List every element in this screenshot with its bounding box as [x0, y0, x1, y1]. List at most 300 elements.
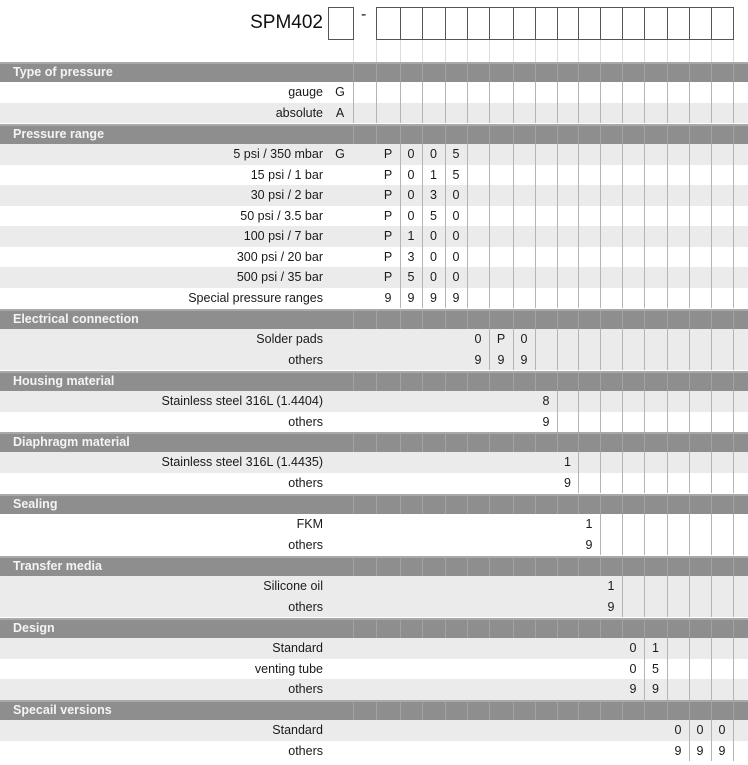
section-grid-line	[422, 702, 423, 720]
grid-line	[600, 144, 601, 165]
section-grid-line	[622, 496, 623, 514]
section-grid-line	[733, 620, 734, 638]
grid-line	[689, 165, 690, 186]
guide-line	[422, 40, 423, 62]
section-grid-line	[489, 620, 490, 638]
section-grid-line	[600, 620, 601, 638]
grid-line	[557, 267, 558, 288]
grid-line	[600, 473, 601, 494]
grid-line	[733, 535, 734, 556]
grid-line	[535, 226, 536, 247]
section-grid-line	[622, 311, 623, 329]
grid-line	[667, 412, 668, 433]
grid-line	[578, 350, 579, 371]
option-label: Stainless steel 316L (1.4435)	[161, 455, 323, 469]
code-cell: 9	[696, 743, 704, 758]
code-cell: 0	[407, 208, 415, 223]
section-grid-line	[353, 702, 354, 720]
section-grid-line	[400, 64, 401, 82]
code-cell: 5	[452, 167, 460, 182]
code-box-11[interactable]	[600, 7, 623, 40]
code-cell: P	[383, 208, 393, 223]
code-cell: 8	[542, 394, 550, 408]
grid-line	[513, 165, 514, 186]
code-cell: 0	[430, 229, 437, 243]
grid-line	[535, 206, 536, 227]
grid-line	[644, 391, 645, 412]
grid-line	[733, 206, 734, 227]
code-box-12[interactable]	[622, 7, 645, 40]
code-cell: 0	[430, 249, 437, 264]
section-title: Diaphragm material	[13, 435, 130, 449]
grid-line	[622, 288, 623, 309]
grid-line	[622, 144, 623, 165]
option-row[interactable]	[0, 473, 748, 494]
grid-line	[467, 82, 468, 103]
section-grid-line	[711, 434, 712, 452]
guide-line	[376, 40, 377, 62]
option-row[interactable]	[0, 103, 748, 124]
code-box-pressure-type[interactable]	[328, 7, 354, 40]
section-grid-line	[667, 620, 668, 638]
grid-line	[733, 391, 734, 412]
grid-line	[667, 535, 668, 556]
code-cell: 0	[430, 270, 437, 284]
section-grid-line	[557, 64, 558, 82]
section-grid-line	[644, 620, 645, 638]
grid-line	[622, 350, 623, 371]
section-grid-line	[733, 702, 734, 720]
grid-line	[711, 412, 712, 433]
code-box-7[interactable]	[513, 7, 536, 40]
grid-line	[600, 267, 601, 288]
section-grid-line	[353, 373, 354, 391]
option-label: others	[288, 475, 323, 490]
code-cell: 0	[407, 167, 415, 182]
guide-line	[622, 40, 623, 62]
grid-line	[644, 144, 645, 165]
section-grid-line	[400, 311, 401, 329]
code-cell: 9	[564, 475, 571, 490]
code-cell: 5	[430, 208, 437, 223]
option-row[interactable]	[0, 597, 748, 618]
section-grid-line	[445, 311, 446, 329]
grid-line	[622, 597, 623, 618]
section-grid-line	[600, 702, 601, 720]
option-row[interactable]	[0, 329, 748, 350]
grid-line	[622, 165, 623, 186]
model-code-title: SPM402	[250, 12, 323, 33]
code-cell: 0	[452, 188, 460, 202]
section-grid-line	[513, 434, 514, 452]
section-grid-line	[445, 64, 446, 82]
section-grid-line	[535, 434, 536, 452]
option-row[interactable]	[0, 679, 748, 700]
option-row[interactable]	[0, 412, 748, 433]
grid-line	[535, 350, 536, 371]
section-grid-line	[376, 702, 377, 720]
section-grid-line	[600, 496, 601, 514]
grid-line	[557, 103, 558, 124]
option-row[interactable]	[0, 206, 748, 227]
grid-line	[557, 165, 558, 186]
code-box-4[interactable]	[445, 7, 468, 40]
code-box-9[interactable]	[557, 7, 579, 40]
grid-line	[489, 206, 490, 227]
section-grid-line	[689, 558, 690, 576]
grid-line	[733, 659, 734, 680]
grid-line	[733, 185, 734, 206]
grid-line	[445, 82, 446, 103]
section-title: Housing material	[13, 374, 115, 388]
grid-line	[689, 659, 690, 680]
grid-line	[689, 514, 690, 535]
option-label: absolute	[275, 105, 323, 120]
grid-line	[467, 226, 468, 247]
code-box-8[interactable]	[535, 7, 558, 40]
option-label: others	[288, 352, 323, 367]
section-grid-line	[578, 311, 579, 329]
section-grid-line	[489, 434, 490, 452]
guide-line	[557, 40, 558, 62]
section-grid-line	[535, 558, 536, 576]
grid-line	[667, 165, 668, 186]
grid-line	[689, 185, 690, 206]
code-box-13[interactable]	[644, 7, 668, 40]
grid-line	[513, 206, 514, 227]
section-grid-line	[353, 434, 354, 452]
grid-line	[622, 452, 623, 473]
grid-line	[557, 247, 558, 268]
section-grid-line	[513, 311, 514, 329]
grid-line	[711, 288, 712, 309]
grid-line	[489, 103, 490, 124]
section-grid-line	[644, 373, 645, 391]
option-row[interactable]	[0, 267, 748, 288]
option-label: 15 psi / 1 bar	[250, 167, 323, 182]
option-row[interactable]	[0, 535, 748, 556]
grid-line	[711, 452, 712, 473]
section-header	[0, 309, 748, 329]
grid-line	[711, 226, 712, 247]
code-cell: 9	[497, 352, 505, 367]
code-cell: 9	[674, 743, 682, 758]
grid-line	[733, 226, 734, 247]
section-grid-line	[557, 434, 558, 452]
section-grid-line	[513, 620, 514, 638]
option-row[interactable]	[0, 452, 748, 473]
code-cell: P	[496, 332, 506, 346]
option-label: Standard	[272, 723, 323, 737]
option-row[interactable]	[0, 659, 748, 680]
section-grid-line	[622, 558, 623, 576]
code-box-6[interactable]	[489, 7, 514, 40]
section-grid-line	[578, 373, 579, 391]
grid-line	[622, 329, 623, 350]
code-box-2[interactable]	[400, 7, 423, 40]
section-grid-line	[600, 558, 601, 576]
grid-line	[644, 226, 645, 247]
grid-line	[445, 103, 446, 124]
option-label: 30 psi / 2 bar	[250, 188, 323, 202]
section-grid-line	[376, 434, 377, 452]
code-box-3[interactable]	[422, 7, 446, 40]
grid-line	[578, 82, 579, 103]
guide-line	[644, 40, 645, 62]
code-cell: 0	[474, 332, 482, 346]
code-cell: 9	[474, 352, 482, 367]
grid-line	[489, 267, 490, 288]
grid-line	[400, 103, 401, 124]
section-grid-line	[622, 702, 623, 720]
option-row[interactable]	[0, 288, 748, 309]
section-grid-line	[578, 702, 579, 720]
section-grid-line	[711, 702, 712, 720]
section-title: Pressure range	[13, 127, 105, 141]
grid-line	[711, 247, 712, 268]
section-grid-line	[733, 64, 734, 82]
code-box-15[interactable]	[689, 7, 712, 40]
grid-line	[467, 288, 468, 309]
code-cell: 0	[407, 147, 415, 161]
grid-line	[622, 82, 623, 103]
section-grid-line	[667, 311, 668, 329]
grid-line	[733, 82, 734, 103]
code-cell: 5	[407, 270, 415, 284]
grid-line	[600, 452, 601, 473]
section-grid-line	[578, 64, 579, 82]
option-label: gauge	[288, 85, 323, 99]
section-grid-line	[622, 126, 623, 144]
grid-line	[689, 412, 690, 433]
section-grid-line	[400, 126, 401, 144]
grid-line	[689, 391, 690, 412]
guide-line	[535, 40, 536, 62]
grid-line	[733, 597, 734, 618]
grid-line	[557, 206, 558, 227]
option-row[interactable]	[0, 82, 748, 103]
section-grid-line	[467, 373, 468, 391]
grid-line	[578, 206, 579, 227]
section-grid-line	[557, 126, 558, 144]
option-label: others	[288, 414, 323, 429]
grid-line	[644, 165, 645, 186]
grid-line	[622, 206, 623, 227]
option-row[interactable]	[0, 741, 748, 762]
grid-line	[600, 350, 601, 371]
grid-line	[667, 473, 668, 494]
grid-line	[689, 597, 690, 618]
grid-line	[644, 412, 645, 433]
guide-line	[467, 40, 468, 62]
grid-line	[600, 329, 601, 350]
grid-line	[689, 206, 690, 227]
grid-line	[600, 103, 601, 124]
grid-line	[600, 247, 601, 268]
grid-line	[422, 103, 423, 124]
code-box-14[interactable]	[667, 7, 690, 40]
grid-line	[689, 267, 690, 288]
code-cell: 0	[674, 723, 682, 737]
option-row[interactable]	[0, 226, 748, 247]
option-row[interactable]	[0, 638, 748, 659]
grid-line	[689, 350, 690, 371]
section-grid-line	[733, 496, 734, 514]
option-label: Solder pads	[256, 332, 323, 346]
grid-line	[489, 226, 490, 247]
section-grid-line	[422, 311, 423, 329]
guide-line	[400, 40, 401, 62]
section-grid-line	[689, 64, 690, 82]
code-cell: 0	[520, 332, 528, 346]
guide-line	[353, 40, 354, 62]
option-row[interactable]	[0, 247, 748, 268]
code-cell: P	[383, 229, 393, 243]
grid-line	[711, 597, 712, 618]
option-row[interactable]	[0, 720, 748, 741]
section-grid-line	[733, 558, 734, 576]
section-grid-line	[711, 311, 712, 329]
grid-line	[535, 185, 536, 206]
grid-line	[578, 165, 579, 186]
section-grid-line	[689, 311, 690, 329]
section-grid-line	[376, 620, 377, 638]
code-cell: 9	[585, 537, 593, 552]
option-row[interactable]	[0, 576, 748, 597]
grid-line	[557, 185, 558, 206]
code-prefix: A	[335, 105, 345, 120]
code-separator: -	[361, 6, 367, 23]
grid-line	[644, 103, 645, 124]
section-grid-line	[445, 558, 446, 576]
grid-line	[622, 267, 623, 288]
grid-line	[489, 82, 490, 103]
grid-line	[535, 82, 536, 103]
section-grid-line	[667, 126, 668, 144]
section-grid-line	[467, 126, 468, 144]
section-title: Electrical connection	[13, 312, 139, 326]
code-cell: 9	[384, 290, 392, 305]
grid-line	[667, 185, 668, 206]
option-label: FKM	[296, 517, 323, 531]
grid-line	[667, 144, 668, 165]
option-row[interactable]	[0, 185, 748, 206]
grid-line	[578, 144, 579, 165]
code-cell: P	[383, 270, 393, 284]
code-cell: 0	[629, 661, 637, 676]
code-cell: P	[383, 188, 393, 202]
section-grid-line	[711, 620, 712, 638]
section-grid-line	[467, 496, 468, 514]
code-cell: 0	[452, 208, 460, 223]
grid-line	[644, 185, 645, 206]
grid-line	[689, 247, 690, 268]
code-box-16[interactable]	[711, 7, 734, 40]
section-grid-line	[513, 496, 514, 514]
code-cell: 9	[652, 682, 659, 696]
section-title: Type of pressure	[13, 65, 113, 79]
section-grid-line	[400, 620, 401, 638]
section-header	[0, 62, 748, 82]
section-header	[0, 371, 748, 391]
grid-line	[711, 329, 712, 350]
grid-line	[600, 165, 601, 186]
grid-line	[578, 247, 579, 268]
option-label: others	[288, 682, 323, 696]
code-cell: 0	[629, 641, 637, 655]
grid-line	[489, 185, 490, 206]
option-row[interactable]	[0, 350, 748, 371]
section-grid-line	[353, 558, 354, 576]
grid-line	[578, 267, 579, 288]
section-grid-line	[644, 311, 645, 329]
code-box-1[interactable]	[376, 7, 401, 40]
section-title: Sealing	[13, 497, 58, 511]
grid-line	[711, 638, 712, 659]
grid-line	[644, 473, 645, 494]
section-grid-line	[557, 373, 558, 391]
section-grid-line	[353, 311, 354, 329]
grid-line	[689, 452, 690, 473]
option-label: others	[288, 743, 323, 758]
section-grid-line	[467, 434, 468, 452]
section-grid-line	[711, 64, 712, 82]
grid-line	[711, 82, 712, 103]
section-grid-line	[557, 496, 558, 514]
grid-line	[667, 659, 668, 680]
option-row[interactable]	[0, 514, 748, 535]
option-row[interactable]	[0, 391, 748, 412]
section-grid-line	[578, 434, 579, 452]
section-grid-line	[376, 558, 377, 576]
option-row[interactable]	[0, 165, 748, 186]
grid-line	[733, 679, 734, 700]
section-grid-line	[376, 496, 377, 514]
grid-line	[578, 103, 579, 124]
section-grid-line	[445, 434, 446, 452]
code-cell: 9	[407, 290, 415, 305]
grid-line	[535, 247, 536, 268]
grid-line	[689, 82, 690, 103]
section-grid-line	[445, 620, 446, 638]
grid-line	[733, 144, 734, 165]
option-row[interactable]	[0, 144, 748, 165]
section-grid-line	[535, 311, 536, 329]
grid-line	[535, 144, 536, 165]
code-box-5[interactable]	[467, 7, 490, 40]
section-grid-line	[376, 126, 377, 144]
section-grid-line	[689, 496, 690, 514]
section-grid-line	[353, 620, 354, 638]
option-label: Standard	[272, 641, 323, 655]
section-grid-line	[733, 311, 734, 329]
grid-line	[733, 452, 734, 473]
grid-line	[644, 288, 645, 309]
code-box-10[interactable]	[578, 7, 601, 40]
section-grid-line	[535, 126, 536, 144]
section-grid-line	[489, 702, 490, 720]
guide-line	[667, 40, 668, 62]
grid-line	[535, 267, 536, 288]
option-label: Stainless steel 316L (1.4404)	[161, 394, 323, 408]
code-cell: 5	[452, 147, 460, 161]
grid-line	[711, 514, 712, 535]
code-cell: 1	[564, 455, 571, 469]
section-grid-line	[422, 373, 423, 391]
grid-line	[667, 452, 668, 473]
code-cell: 9	[607, 599, 615, 614]
grid-line	[689, 226, 690, 247]
